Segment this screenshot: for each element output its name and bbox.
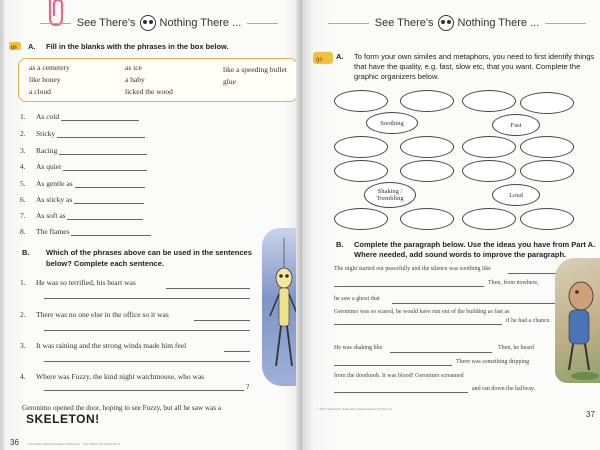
section-a-line3: graphic organizers below. bbox=[354, 72, 440, 81]
idea-bubble[interactable] bbox=[462, 160, 516, 182]
skeleton-logo: SKELETON! bbox=[26, 412, 100, 426]
item-text: As gentle as bbox=[36, 179, 73, 188]
footer-left: Geronimo Stilton Readers Workbook · See There's Nothing There bbox=[28, 442, 121, 446]
sentence-text: There was no one else in the office so it was bbox=[36, 310, 169, 319]
idea-bubble[interactable] bbox=[520, 92, 574, 114]
skull-icon bbox=[438, 15, 454, 31]
answer-line[interactable] bbox=[44, 390, 244, 391]
item-number: 3. bbox=[20, 341, 26, 350]
paragraph-line: and ran down the hallway. bbox=[472, 386, 536, 392]
answer-line[interactable] bbox=[508, 273, 558, 274]
footer-right: © 2013 Scholastic Education International (S) Pte Ltd bbox=[316, 407, 392, 411]
answer-line[interactable] bbox=[44, 298, 250, 299]
section-a-label: A. bbox=[28, 42, 36, 51]
section-b-instruction-line1: Which of the phrases above can be used in the sentences bbox=[46, 248, 252, 257]
answer-line[interactable] bbox=[392, 303, 556, 304]
section-b-line1: Complete the paragraph below. Use the ideas you have from Part A. bbox=[354, 240, 596, 249]
sentence-item bbox=[20, 310, 169, 319]
list-item bbox=[20, 227, 151, 236]
item-text: Sticky bbox=[36, 129, 56, 138]
section-b-line2: Where needed, add sound words to improve the paragraph. bbox=[354, 250, 567, 259]
paragraph-line: The night started out peacefully and the silence was soothing like bbox=[334, 266, 491, 272]
answer-line[interactable] bbox=[44, 330, 250, 331]
answer-blank[interactable] bbox=[57, 129, 145, 138]
idea-bubble[interactable] bbox=[400, 160, 454, 182]
section-b bbox=[12, 248, 262, 270]
item-text: As quiet bbox=[36, 162, 62, 171]
phrase: as ice bbox=[125, 63, 142, 72]
item-number: 8. bbox=[20, 227, 26, 236]
organizer-center-fast: Fast bbox=[492, 114, 540, 136]
answer-line[interactable] bbox=[194, 320, 250, 321]
list-item bbox=[20, 146, 147, 155]
paragraph-line: Then, he heard bbox=[498, 345, 534, 351]
answer-line[interactable] bbox=[224, 351, 250, 352]
item-number: 2. bbox=[20, 129, 26, 138]
skull-icon bbox=[140, 15, 156, 31]
answer-blank[interactable] bbox=[63, 162, 147, 171]
item-number: 1. bbox=[20, 112, 26, 121]
paragraph-line: He was shaking like bbox=[334, 345, 383, 351]
mouse-illustration bbox=[555, 258, 600, 383]
right-header bbox=[322, 10, 592, 36]
section-b-instruction-line2: below? Complete each sentence. bbox=[46, 259, 164, 268]
header-title-part1: See There's bbox=[76, 17, 136, 29]
list-item bbox=[20, 179, 145, 188]
list-item bbox=[20, 112, 139, 121]
list-item bbox=[20, 195, 144, 204]
idea-bubble[interactable] bbox=[334, 160, 388, 182]
sentence-item bbox=[20, 372, 204, 381]
left-header bbox=[34, 10, 284, 36]
answer-blank[interactable] bbox=[71, 227, 151, 236]
sentence-item bbox=[20, 278, 260, 287]
list-item bbox=[20, 211, 143, 220]
sentence-item bbox=[20, 341, 186, 350]
item-number: 5. bbox=[20, 179, 26, 188]
header-title-part2: Nothing There ... bbox=[159, 17, 242, 29]
answer-line[interactable] bbox=[390, 352, 492, 353]
section-a-line2: that have the quality, e.g. fast, slow etc, that you want. Complete the bbox=[354, 62, 581, 71]
phrase: as a cemetery bbox=[29, 63, 70, 72]
idea-bubble[interactable] bbox=[334, 90, 388, 112]
answer-line[interactable] bbox=[334, 392, 468, 393]
phrase: like honey bbox=[29, 75, 61, 84]
item-number: 1. bbox=[20, 278, 26, 287]
header-title-part2: Nothing There ... bbox=[457, 17, 540, 29]
closing-line: Geronimo opened the door, hoping to see Fuzzy, but all he saw was a bbox=[22, 404, 222, 412]
phrase: like a speeding bullet bbox=[223, 65, 287, 74]
page-number-left: 36 bbox=[10, 438, 19, 447]
answer-blank[interactable] bbox=[61, 112, 139, 121]
answer-line[interactable] bbox=[44, 361, 250, 362]
paragraph-line: if he had a chance. bbox=[506, 318, 551, 324]
list-item bbox=[20, 162, 147, 171]
list-item bbox=[20, 129, 145, 138]
answer-blank[interactable] bbox=[59, 146, 147, 155]
answer-blank[interactable] bbox=[67, 211, 143, 220]
question-mark: ? bbox=[246, 382, 250, 391]
idea-bubble[interactable] bbox=[462, 208, 516, 230]
phrase: licked the wood bbox=[125, 87, 173, 96]
item-number: 4. bbox=[20, 372, 26, 381]
paragraph-line: Then, from nowhere, bbox=[488, 280, 539, 286]
item-number: 4. bbox=[20, 162, 26, 171]
stilton-logo-icon bbox=[8, 40, 22, 52]
section-a-label: A. bbox=[336, 52, 344, 61]
idea-bubble[interactable] bbox=[520, 208, 574, 230]
left-page bbox=[4, 0, 302, 450]
idea-bubble[interactable] bbox=[334, 136, 388, 158]
idea-bubble[interactable] bbox=[462, 90, 516, 112]
section-b bbox=[336, 240, 596, 262]
section-b-label: B. bbox=[336, 240, 344, 249]
svg-text:gs: gs bbox=[11, 44, 17, 51]
svg-text:gs: gs bbox=[316, 57, 323, 63]
item-number: 3. bbox=[20, 146, 26, 155]
section-a bbox=[336, 52, 595, 84]
phrase: glue bbox=[223, 77, 236, 86]
header-title-part1: See There's bbox=[374, 17, 434, 29]
answer-line[interactable] bbox=[166, 288, 250, 289]
section-b-label: B. bbox=[22, 248, 30, 257]
phrase: a cloud bbox=[29, 87, 51, 96]
sentence-text: He was so terrified, his heart was bbox=[36, 278, 136, 287]
idea-bubble[interactable] bbox=[462, 136, 516, 158]
idea-bubble[interactable] bbox=[520, 136, 574, 158]
organizer-center-shaking: Shaking / Trembling bbox=[364, 182, 416, 208]
idea-bubble[interactable] bbox=[400, 208, 454, 230]
organizer-center-soothing: Soothing bbox=[366, 112, 418, 134]
idea-bubble[interactable] bbox=[334, 208, 388, 230]
answer-line[interactable] bbox=[334, 286, 484, 287]
sentence-text: Where was Fuzzy, the kind night watchmouse, who was bbox=[36, 372, 205, 381]
answer-line[interactable] bbox=[334, 365, 452, 366]
paragraph-line: he saw a ghost that bbox=[334, 296, 380, 302]
section-a-line1: To form your own similes and metaphors, you need to first identify things bbox=[354, 52, 595, 61]
phrase: a baby bbox=[125, 75, 145, 84]
section-a bbox=[12, 42, 292, 54]
page-number-right: 37 bbox=[586, 410, 595, 419]
paragraph-line: from the doorknob. It was blood! Geronimo screamed bbox=[334, 373, 464, 379]
item-text: The flames bbox=[36, 227, 70, 236]
answer-line[interactable] bbox=[334, 324, 502, 325]
paragraph-line: There was something dripping bbox=[456, 359, 530, 365]
item-number: 2. bbox=[20, 310, 26, 319]
idea-bubble[interactable] bbox=[400, 136, 454, 158]
organizer-center-loud: Loud bbox=[492, 184, 540, 206]
idea-bubble[interactable] bbox=[400, 90, 454, 112]
item-text: Racing bbox=[36, 146, 58, 155]
phrase-box bbox=[18, 58, 298, 102]
item-number: 7. bbox=[20, 211, 26, 220]
idea-bubble[interactable] bbox=[520, 160, 574, 182]
stilton-logo-icon bbox=[312, 50, 334, 66]
item-text: As soft as bbox=[36, 211, 66, 220]
paragraph-line: Geronimo was so scared, he would have run out of the building as fast as bbox=[334, 309, 510, 315]
item-text: As sticky as bbox=[36, 195, 73, 204]
item-text: As cold bbox=[36, 112, 60, 121]
answer-blank[interactable] bbox=[74, 195, 144, 204]
item-number: 6. bbox=[20, 195, 26, 204]
sentence-text: It was raining and the strong winds made him feel bbox=[36, 341, 187, 350]
section-a-instruction: Fill in the blanks with the phrases in the box below. bbox=[46, 42, 229, 51]
answer-blank[interactable] bbox=[75, 179, 145, 188]
